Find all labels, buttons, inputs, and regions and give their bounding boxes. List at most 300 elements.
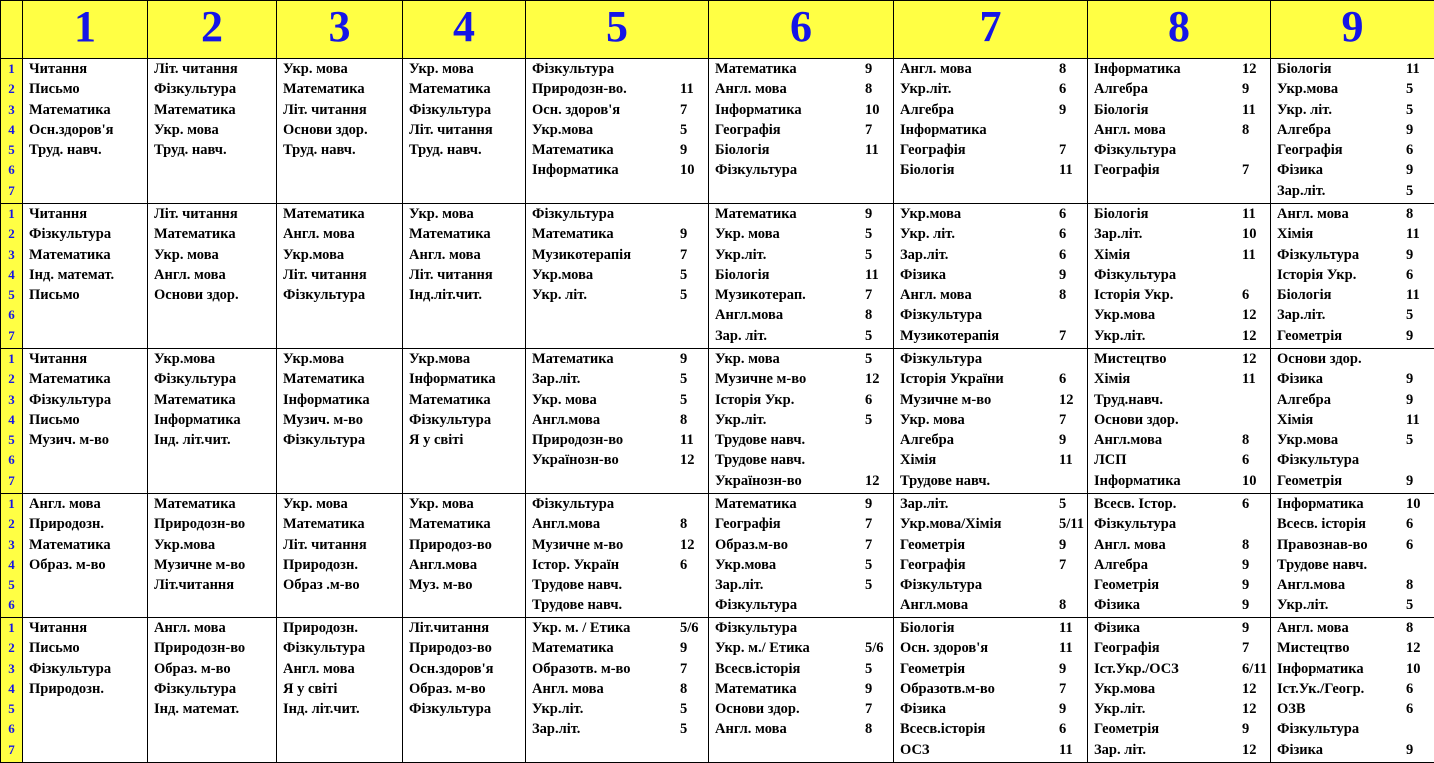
subject-name: Фізкультура <box>277 430 402 450</box>
subject-name: Історія Укр. <box>709 390 865 410</box>
lesson-row <box>148 390 276 410</box>
lesson-row <box>526 204 708 224</box>
room-number: 5 <box>1406 100 1434 120</box>
room-number: 12 <box>1242 699 1270 719</box>
lesson-row <box>526 618 708 638</box>
lesson-row <box>1271 595 1434 615</box>
class-schedule-cell <box>148 494 277 618</box>
class-schedule-cell <box>894 618 1088 763</box>
room-number: 8 <box>1242 430 1270 450</box>
subject-name: Інформатика <box>1088 59 1242 79</box>
lesson-row <box>526 120 708 140</box>
room-number: 10 <box>680 160 708 180</box>
subject-name: Природоз-во <box>403 638 525 658</box>
room-number: 12 <box>680 450 708 470</box>
subject-name: Математика <box>23 369 147 389</box>
lesson-row <box>277 224 402 244</box>
subject-name: Математика <box>709 679 865 699</box>
subject-name: Я у світі <box>403 430 525 450</box>
room-number: 5/6 <box>865 638 893 658</box>
subject-name: Хімія <box>1271 224 1406 244</box>
subject-name: Укр. мова <box>894 410 1059 430</box>
lesson-row <box>23 535 147 555</box>
subject-name: Письмо <box>23 285 147 305</box>
lesson-row <box>709 390 893 410</box>
lesson-row <box>1271 79 1434 99</box>
subject-name: Трудове навч. <box>526 575 680 595</box>
room-number: 8 <box>1059 59 1087 79</box>
lesson-number: 1 <box>1 494 22 514</box>
lesson-row <box>277 305 402 325</box>
room-number: 6 <box>1059 224 1087 244</box>
lesson-row <box>23 410 147 430</box>
subject-name: Інд. математ. <box>23 265 147 285</box>
subject-name: Укр.мова <box>403 349 525 369</box>
subject-name: Укр. мова <box>148 120 276 140</box>
lesson-row <box>894 79 1087 99</box>
lesson-row <box>526 450 708 470</box>
subject-name: Алгебра <box>1271 120 1406 140</box>
lesson-row <box>23 305 147 325</box>
subject-name: Фізкультура <box>1088 265 1242 285</box>
subject-name: Природозн-во <box>148 514 276 534</box>
class-schedule-cell <box>403 494 526 618</box>
lesson-number: 7 <box>1 740 22 760</box>
class-schedule-cell <box>894 204 1088 349</box>
lesson-row <box>148 245 276 265</box>
lesson-row <box>23 181 147 201</box>
subject-name: Укр.мова <box>894 204 1059 224</box>
subject-name: Географія <box>894 555 1059 575</box>
lesson-row <box>148 59 276 79</box>
lesson-number-column <box>1 204 23 349</box>
lesson-row <box>709 450 893 470</box>
subject-name: Географія <box>1088 160 1242 180</box>
subject-name: Географія <box>1088 638 1242 658</box>
lesson-row <box>1271 59 1434 79</box>
subject-name: Укр.мова <box>1271 79 1406 99</box>
subject-name: Музикотерапія <box>526 245 680 265</box>
room-number: 5 <box>1406 595 1434 615</box>
lesson-row <box>709 638 893 658</box>
lesson-row <box>23 450 147 470</box>
lesson-row <box>277 494 402 514</box>
lesson-row <box>277 120 402 140</box>
room-number: 8 <box>865 79 893 99</box>
lesson-number: 4 <box>1 265 22 285</box>
lesson-row <box>709 471 893 491</box>
room-number: 11 <box>680 79 708 99</box>
lesson-row <box>277 245 402 265</box>
subject-name: Зар.літ. <box>1271 305 1406 325</box>
lesson-row <box>526 699 708 719</box>
lesson-row <box>148 181 276 201</box>
subject-name: Укр. мова <box>277 59 402 79</box>
lesson-row <box>894 595 1087 615</box>
subject-name: Укр.літ. <box>1271 595 1406 615</box>
lesson-row <box>277 79 402 99</box>
room-number: 7 <box>1059 140 1087 160</box>
subject-name: ОЗВ <box>1271 699 1406 719</box>
subject-name: Укр.літ. <box>709 245 865 265</box>
lesson-row <box>148 595 276 615</box>
subject-name: Фізика <box>1088 595 1242 615</box>
grade-header: 1 <box>23 1 148 59</box>
subject-name: Англ. мова <box>277 224 402 244</box>
room-number: 11 <box>1406 285 1434 305</box>
lesson-row <box>403 59 525 79</box>
subject-name: Музичне м-во <box>894 390 1059 410</box>
grade-header: 8 <box>1088 1 1271 59</box>
lesson-row <box>1088 120 1270 140</box>
class-schedule-cell <box>148 349 277 494</box>
lesson-row <box>148 349 276 369</box>
lesson-row <box>148 430 276 450</box>
room-number <box>1242 514 1270 534</box>
lesson-row <box>894 514 1087 534</box>
subject-name: Укр.мова <box>277 245 402 265</box>
subject-name: Математика <box>709 494 865 514</box>
lesson-row <box>403 494 525 514</box>
subject-name <box>277 326 402 346</box>
room-number: 6 <box>1406 699 1434 719</box>
room-number <box>1406 555 1434 575</box>
lesson-number: 1 <box>1 349 22 369</box>
subject-name: Інформатика <box>148 410 276 430</box>
lesson-row <box>526 719 708 739</box>
lesson-row <box>1088 100 1270 120</box>
lesson-row <box>277 514 402 534</box>
room-number: 9 <box>1406 160 1434 180</box>
subject-name: Укр. мова <box>709 224 865 244</box>
subject-name: Природозн. <box>277 618 402 638</box>
lesson-row <box>709 326 893 346</box>
room-number: 6/11 <box>1242 659 1270 679</box>
lesson-row <box>526 100 708 120</box>
lesson-row <box>894 699 1087 719</box>
room-number: 6 <box>1059 79 1087 99</box>
subject-name: Геометрія <box>1271 326 1406 346</box>
subject-name: Осн.здоров'я <box>403 659 525 679</box>
lesson-row <box>1271 204 1434 224</box>
subject-name: Англ. мова <box>403 245 525 265</box>
room-number: 9 <box>1059 430 1087 450</box>
subject-name: Інформатика <box>403 369 525 389</box>
room-number: 8 <box>1059 285 1087 305</box>
lesson-row <box>1088 140 1270 160</box>
room-number: 11 <box>1242 369 1270 389</box>
lesson-row <box>277 100 402 120</box>
lesson-row <box>1088 535 1270 555</box>
subject-name: Інформатика <box>1271 659 1406 679</box>
lesson-row <box>1271 638 1434 658</box>
grade-header: 9 <box>1271 1 1434 59</box>
subject-name: Географія <box>1271 140 1406 160</box>
subject-name: Фізкультура <box>403 410 525 430</box>
subject-name: Осн. здоров'я <box>894 638 1059 658</box>
lesson-row <box>709 659 893 679</box>
subject-name: Музичне м-во <box>526 535 680 555</box>
room-number <box>1406 349 1434 369</box>
lesson-row <box>1088 59 1270 79</box>
room-number <box>1242 140 1270 160</box>
subject-name: Всесв. Істор. <box>1088 494 1242 514</box>
room-number: 12 <box>1059 390 1087 410</box>
subject-name: Укр.мова <box>526 120 680 140</box>
lesson-row <box>1088 79 1270 99</box>
lesson-row <box>403 410 525 430</box>
lesson-row <box>1271 181 1434 201</box>
room-number: 5 <box>1406 79 1434 99</box>
lesson-row <box>403 618 525 638</box>
subject-name: Інформатика <box>1271 494 1406 514</box>
lesson-number: 5 <box>1 430 22 450</box>
lesson-row <box>403 120 525 140</box>
subject-name <box>403 160 525 180</box>
subject-name: Правознав-во <box>1271 535 1406 555</box>
subject-name: Географія <box>709 120 865 140</box>
subject-name: Укр. м. / Етика <box>526 618 680 638</box>
room-number: 9 <box>865 204 893 224</box>
subject-name: Інд. математ. <box>148 699 276 719</box>
grade-header: 3 <box>277 1 403 59</box>
lesson-row <box>709 59 893 79</box>
lesson-row <box>23 430 147 450</box>
lesson-row <box>526 224 708 244</box>
subject-name: Зар.літ. <box>526 369 680 389</box>
subject-name: Хімія <box>894 450 1059 470</box>
lesson-row <box>709 535 893 555</box>
subject-name: Природоз-во <box>403 535 525 555</box>
lesson-row <box>148 659 276 679</box>
subject-name <box>23 450 147 470</box>
subject-name: Образотв.м-во <box>894 679 1059 699</box>
room-number: 10 <box>865 100 893 120</box>
class-schedule-cell <box>526 349 709 494</box>
subject-name: Математика <box>403 79 525 99</box>
lesson-row <box>23 245 147 265</box>
subject-name: Англ. мова <box>1088 120 1242 140</box>
room-number <box>1242 181 1270 201</box>
subject-name: Фізкультура <box>277 285 402 305</box>
lesson-row <box>277 140 402 160</box>
lesson-row <box>1088 349 1270 369</box>
lesson-row <box>1088 719 1270 739</box>
subject-name: Фізкультура <box>709 160 865 180</box>
lesson-row <box>709 555 893 575</box>
lesson-row <box>894 181 1087 201</box>
subject-name: Укр. літ. <box>526 285 680 305</box>
lesson-row <box>277 181 402 201</box>
room-number: 9 <box>1242 575 1270 595</box>
room-number <box>1242 390 1270 410</box>
room-number <box>1059 181 1087 201</box>
class-schedule-cell <box>1271 349 1434 494</box>
lesson-row <box>526 181 708 201</box>
subject-name: Фізкультура <box>709 595 865 615</box>
subject-name: Основи здор. <box>1271 349 1406 369</box>
subject-name: Фізика <box>894 265 1059 285</box>
subject-name: Фізика <box>1271 740 1406 760</box>
room-number: 5 <box>680 369 708 389</box>
lesson-row <box>23 659 147 679</box>
lesson-row <box>277 638 402 658</box>
subject-name: Фізкультура <box>1271 719 1406 739</box>
grade-header: 2 <box>148 1 277 59</box>
lesson-row <box>526 265 708 285</box>
lesson-row <box>403 699 525 719</box>
room-number: 9 <box>680 638 708 658</box>
subject-name: Письмо <box>23 410 147 430</box>
subject-name <box>526 305 680 325</box>
grade-header: 7 <box>894 1 1088 59</box>
lesson-row <box>894 245 1087 265</box>
subject-name: Історія Укр. <box>1088 285 1242 305</box>
lesson-row <box>894 59 1087 79</box>
lesson-row <box>403 245 525 265</box>
lesson-row <box>1088 305 1270 325</box>
lesson-row <box>1088 659 1270 679</box>
lesson-row <box>403 79 525 99</box>
lesson-row <box>1088 390 1270 410</box>
lesson-row <box>23 100 147 120</box>
subject-name: Фізкультура <box>526 204 680 224</box>
subject-name: Фізкультура <box>148 79 276 99</box>
class-schedule-cell <box>526 618 709 763</box>
subject-name <box>23 160 147 180</box>
lesson-row <box>277 699 402 719</box>
room-number: 6 <box>1406 140 1434 160</box>
lesson-row <box>1271 285 1434 305</box>
lesson-row <box>148 699 276 719</box>
lesson-number: 4 <box>1 679 22 699</box>
subject-name: Англ. мова <box>1271 618 1406 638</box>
room-number <box>1059 471 1087 491</box>
subject-name: Інд. літ.чит. <box>277 699 402 719</box>
room-number <box>680 305 708 325</box>
subject-name <box>277 595 402 615</box>
lesson-row <box>1271 535 1434 555</box>
lesson-row <box>23 204 147 224</box>
subject-name: Українозн-во <box>709 471 865 491</box>
subject-name: Англ.мова <box>894 595 1059 615</box>
subject-name: Математика <box>526 349 680 369</box>
subject-name: Природозн. <box>23 514 147 534</box>
room-number <box>680 326 708 346</box>
room-number: 8 <box>680 514 708 534</box>
room-number: 9 <box>680 224 708 244</box>
subject-name: Інформатика <box>1088 471 1242 491</box>
subject-name: Укр.мова <box>1088 679 1242 699</box>
subject-name: Образ .м-во <box>277 575 402 595</box>
subject-name: Фізкультура <box>526 494 680 514</box>
subject-name: Осн. здоров'я <box>526 100 680 120</box>
lesson-row <box>709 224 893 244</box>
class-schedule-cell <box>894 494 1088 618</box>
room-number: 5 <box>1406 305 1434 325</box>
subject-name: Біологія <box>1088 100 1242 120</box>
subject-name <box>277 160 402 180</box>
subject-name: Фізкультура <box>403 699 525 719</box>
room-number: 5 <box>865 575 893 595</box>
lesson-row <box>709 120 893 140</box>
lesson-number: 7 <box>1 326 22 346</box>
subject-name: Алгебра <box>1088 555 1242 575</box>
lesson-row <box>526 471 708 491</box>
lesson-number: 2 <box>1 224 22 244</box>
lesson-row <box>526 140 708 160</box>
room-number: 9 <box>865 494 893 514</box>
subject-name: Трудове навч. <box>709 450 865 470</box>
room-number: 12 <box>1406 638 1434 658</box>
lesson-row <box>403 265 525 285</box>
room-number: 7 <box>865 514 893 534</box>
lesson-row <box>1271 100 1434 120</box>
room-number: 7 <box>680 100 708 120</box>
room-number: 5 <box>1406 430 1434 450</box>
lesson-row <box>403 430 525 450</box>
lesson-row <box>709 204 893 224</box>
room-number: 8 <box>1406 204 1434 224</box>
room-number: 6 <box>1406 679 1434 699</box>
subject-name: Інформатика <box>709 100 865 120</box>
lesson-row <box>148 140 276 160</box>
lesson-row <box>526 59 708 79</box>
room-number: 9 <box>1242 719 1270 739</box>
lesson-row <box>1088 245 1270 265</box>
lesson-row <box>1271 224 1434 244</box>
lesson-row <box>23 59 147 79</box>
subject-name: Природозн-во <box>526 430 680 450</box>
lesson-row <box>709 265 893 285</box>
room-number: 11 <box>1059 618 1087 638</box>
class-schedule-cell <box>148 59 277 204</box>
lesson-row <box>148 618 276 638</box>
lesson-row <box>148 265 276 285</box>
subject-name <box>23 181 147 201</box>
class-schedule-cell <box>709 204 894 349</box>
subject-name: Математика <box>709 59 865 79</box>
lesson-row <box>23 471 147 491</box>
subject-name: Основи здор. <box>709 699 865 719</box>
lesson-row <box>709 349 893 369</box>
room-number: 7 <box>1059 410 1087 430</box>
lesson-row <box>403 224 525 244</box>
subject-name <box>526 181 680 201</box>
subject-name: Укр. мова <box>277 494 402 514</box>
room-number: 6 <box>1242 450 1270 470</box>
subject-name: Математика <box>403 224 525 244</box>
subject-name: Укр. м./ Етика <box>709 638 865 658</box>
room-number: 7 <box>1059 555 1087 575</box>
lesson-row <box>526 575 708 595</box>
lesson-row <box>526 285 708 305</box>
room-number: 9 <box>865 679 893 699</box>
room-number <box>1059 349 1087 369</box>
lesson-row <box>709 369 893 389</box>
subject-name: Англ. мова <box>894 285 1059 305</box>
room-number: 5 <box>865 659 893 679</box>
lesson-row <box>1088 369 1270 389</box>
subject-name: Математика <box>526 638 680 658</box>
lesson-row <box>403 326 525 346</box>
subject-name: Англ.мова <box>526 514 680 534</box>
subject-name <box>277 181 402 201</box>
room-number: 8 <box>865 305 893 325</box>
subject-name: Письмо <box>23 638 147 658</box>
room-number: 5 <box>865 410 893 430</box>
lesson-row <box>526 514 708 534</box>
